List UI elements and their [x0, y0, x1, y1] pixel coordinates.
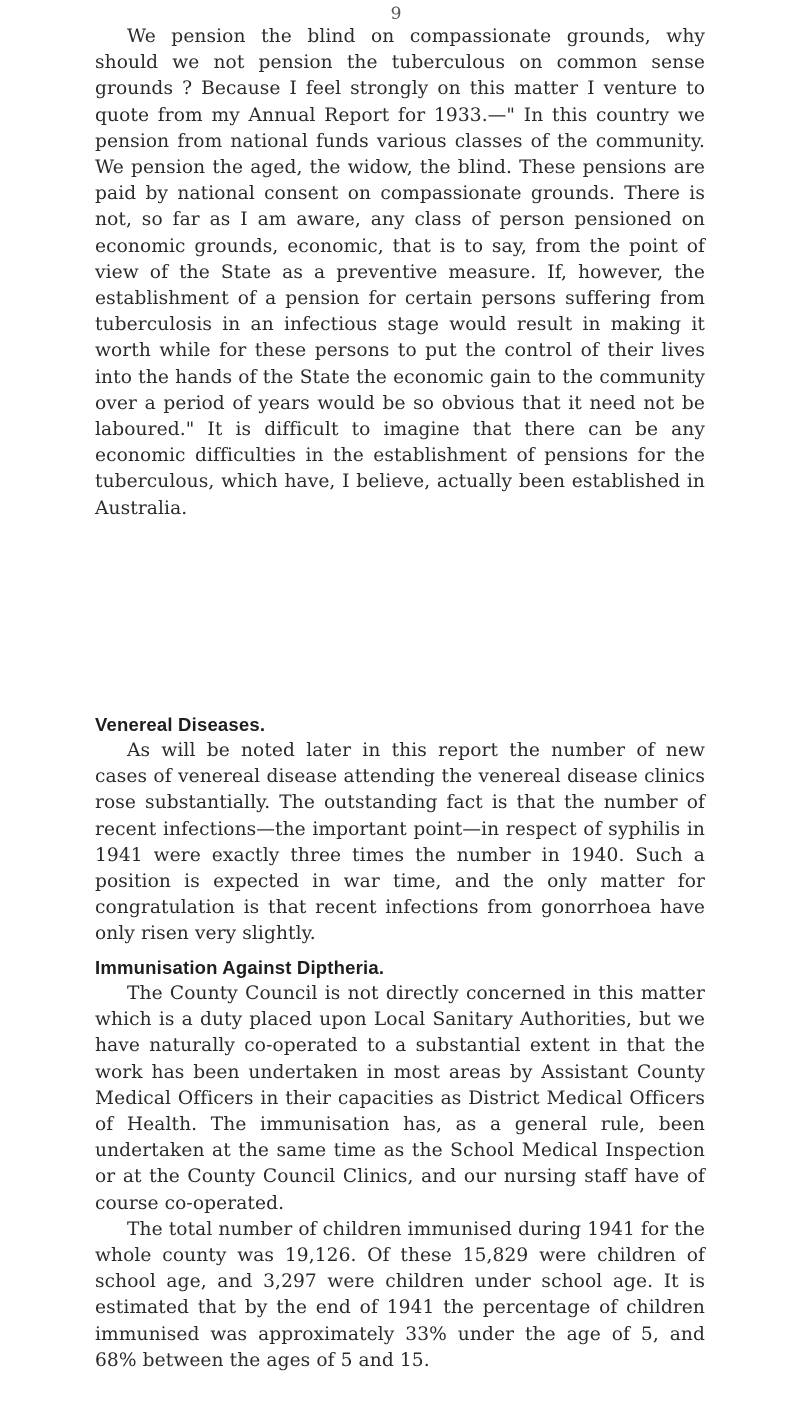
section-heading-venereal-diseases: Venereal Diseases.	[95, 714, 266, 735]
immunisation-paragraph-2: The total number of children immunised during 1941 for the whole county was 19,126. Of these 15,829 were children of school age, and 3,297 were children under school age. It is estimated that by the end of 1941 the percentage of children immunised was approximately 33% under the age of 5, and 68% between the ages of 5 and 15.	[95, 1218, 705, 1371]
immunisation-section	[95, 955, 705, 1374]
venereal-diseases-section	[95, 712, 705, 948]
intro-paragraph: We pension the blind on compassionate grounds, why should we not pension the tuberculous on common sense grounds ? Because I feel strongly on this matter I venture to quote from my Annual Report for 1933.—" In this country we pension from national funds various classes of the community. We pension the aged, the widow, the blind. These pensions are paid by national consent on compassionate grounds. There is not, so far as I am aware, any class of person pensioned on economic grounds, economic, that is to say, from the point of view of the State as a preventive measure. If, however, the establishment of a pension for certain persons suffering from tuberculosis in an infectious stage would result in making it worth while for these persons to put the control of their lives into the hands of the State the economic gain to the community over a period of years would be so obvious that it need not be laboured." It is difficult to imagine that there can be any economic difficulties in the establishment of pensions for the tuberculous, which have, I believe, actually been established in Australia.	[95, 26, 705, 519]
page-number: 9	[390, 4, 402, 24]
section-heading-immunisation: Immunisation Against Diptheria.	[95, 957, 385, 978]
venereal-diseases-paragraph: As will be noted later in this report the number of new cases of venereal disease attending the venereal disease clinics rose substantially. The outstanding fact is that the number of recent infections—the important point—in respect of syphilis in 1941 were exactly three times the number in 1940. Such a position is expected in war time, and the only matter for congratulation is that recent infections from gonorrhoea have only risen very slightly.	[95, 740, 705, 945]
immunisation-paragraph-1: The County Council is not directly concerned in this matter which is a duty placed upon Local Sanitary Authorities, but we have naturally co-operated to a substantial extent in that the work has been undertaken in most areas by Assistant County Medical Officers in their capacities as District Medical Officers of Health. The immunisation has, as a general rule, been undertaken at the same time as the School Medical Inspection or at the County Council Clinics, and our nursing staff have of course co-operated.	[95, 983, 705, 1214]
intro-section	[95, 24, 705, 522]
